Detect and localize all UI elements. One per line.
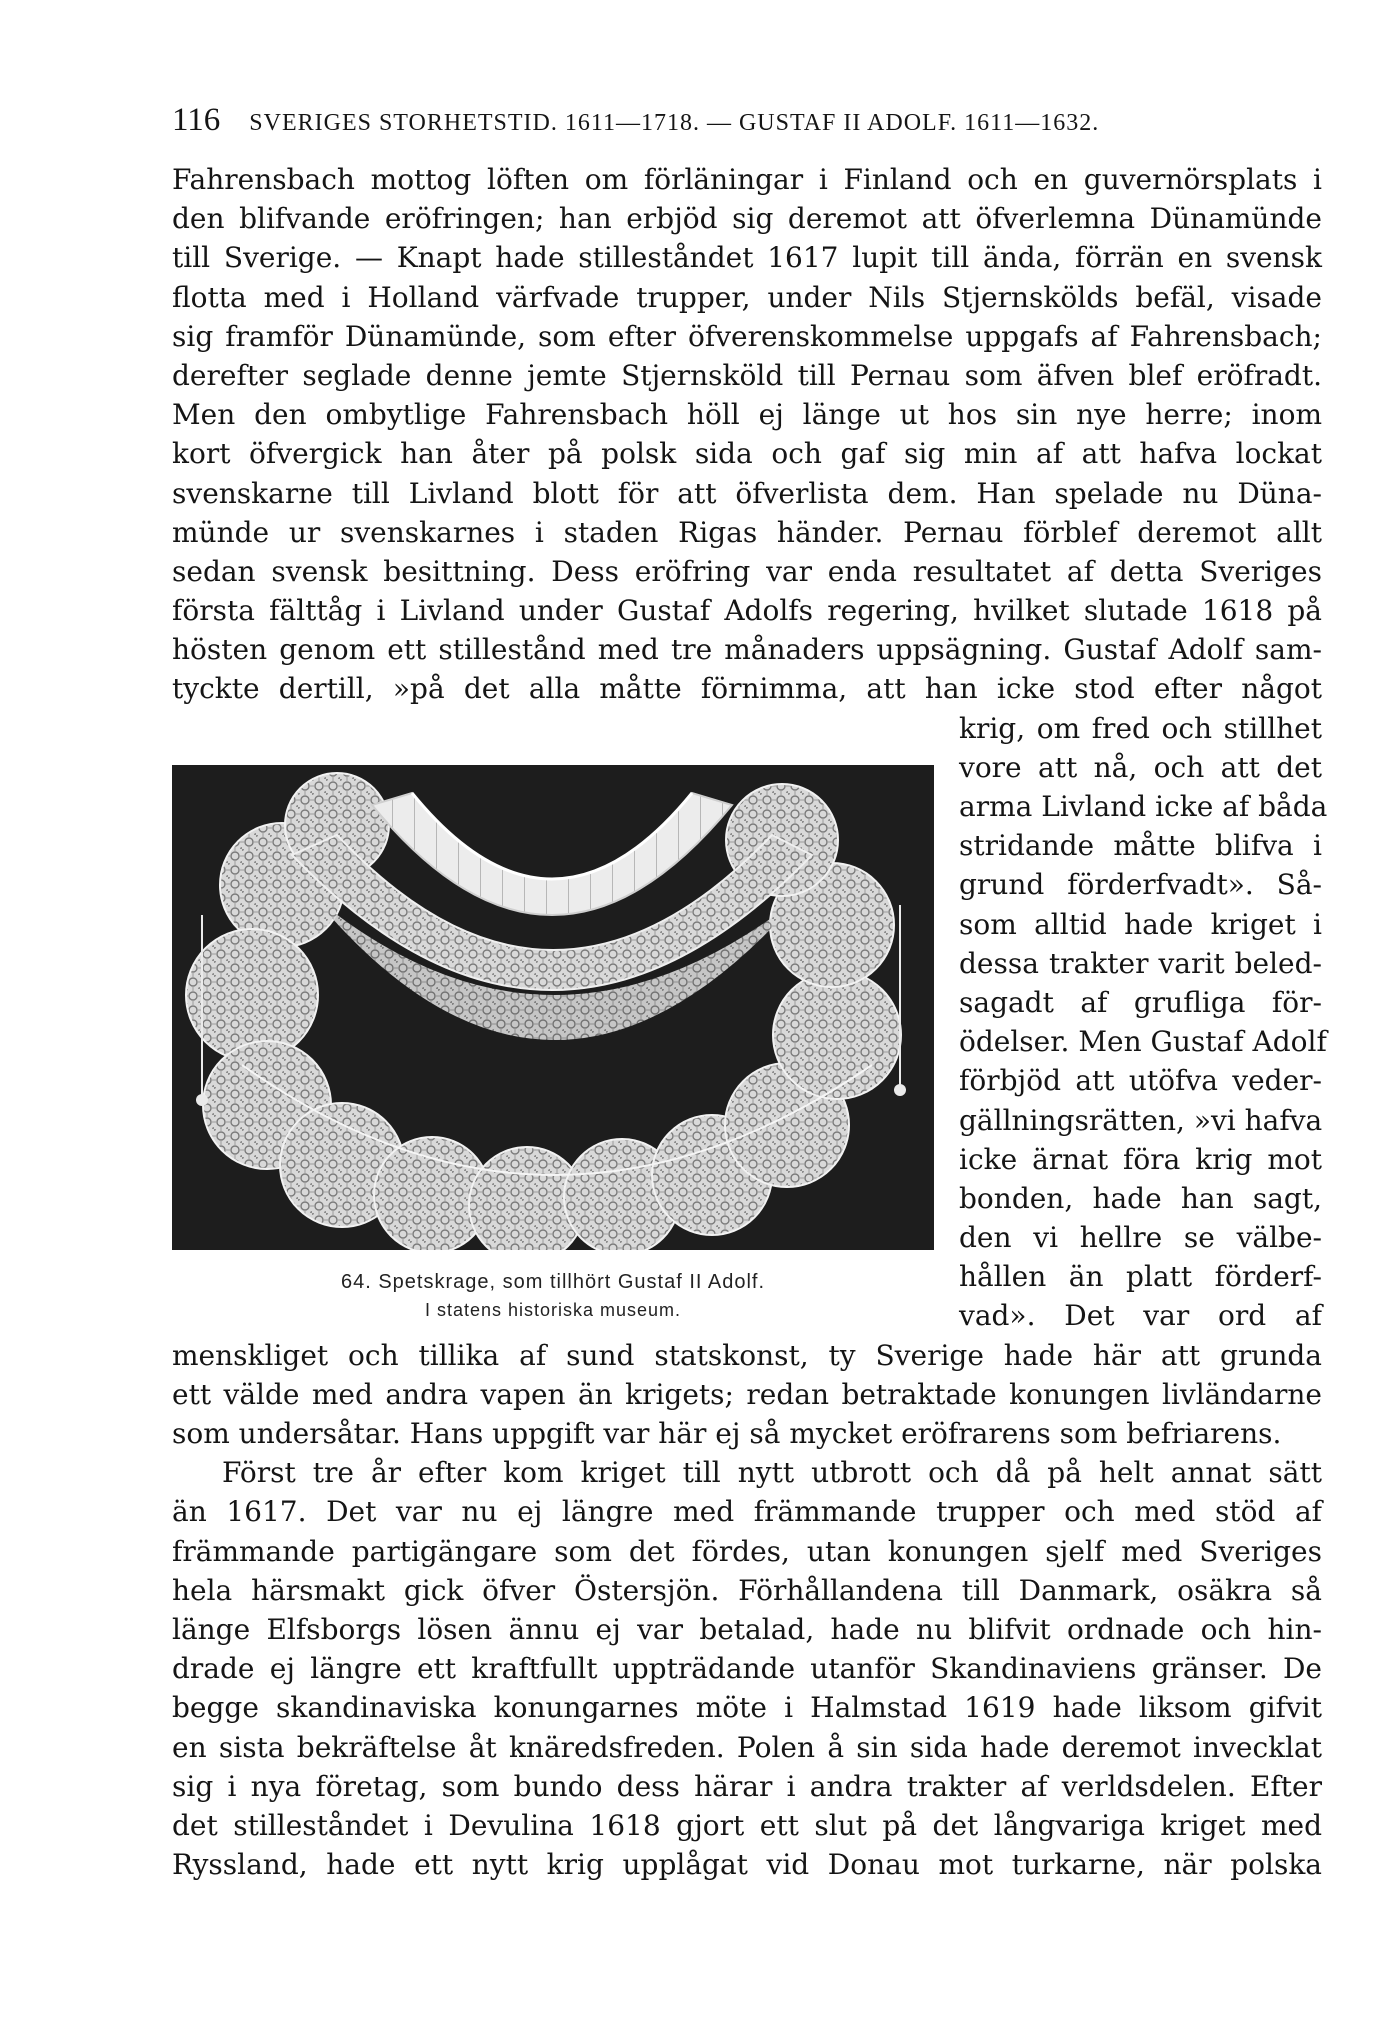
text-line: begge skandinaviska konungarnes möte i Halmstad 1619 hade liksom gifvit (172, 1691, 1322, 1725)
text-line: sig i nya företag, som bundo dess härar i andra trakter af verldsdelen. Efter (172, 1769, 1322, 1803)
figure-caption (172, 1268, 934, 1324)
text-line: Fahrensbach mottog löften om förläningar i Finland och en guvernörsplats i (172, 163, 1322, 196)
text-line: förbjöd att utöfva veder- (959, 1064, 1322, 1098)
text-line: första fälttåg i Livland under Gustaf Adolfs regering, hvilket slutade 1618 på (172, 594, 1322, 628)
text-line: ödelser. Men Gustaf Adolf (959, 1025, 1327, 1059)
text-line: ett välde med andra vapen än krigets; redan betraktade konungen livländarne (172, 1377, 1322, 1411)
page-number: 116 (172, 102, 221, 138)
text-line: Först tre år efter kom kriget till nytt utbrott och då på helt annat sätt (222, 1456, 1322, 1490)
text-line: grund förderfvadt». Så- (959, 868, 1322, 902)
text-line: Ryssland, hade ett nytt krig upplågat vid Donau mot turkarne, när polska (172, 1848, 1322, 1882)
text-line: gällningsrätten, »vi hafva (959, 1103, 1323, 1137)
text-line: som alltid hade kriget i (959, 907, 1322, 941)
text-line: hela härsmakt gick öfver Östersjön. Förhållandena till Danmark, osäkra så (172, 1573, 1322, 1607)
text-line: svenskarne till Livland blott för att öfverlista dem. Han spelade nu Düna- (172, 476, 1322, 510)
text-line: en sista bekräftelse åt knäredsfreden. Polen å sin sida hade deremot invecklat (172, 1730, 1322, 1764)
text-line: den blifvande eröfringen; han erbjöd sig deremot att öfverlemna Dünamünde (172, 202, 1322, 236)
text-line: än 1617. Det var nu ej längre med främmande trupper och med stöd af (172, 1495, 1322, 1529)
text-line: sedan svensk besittning. Dess eröfring var enda resultatet af detta Sveriges (172, 554, 1322, 588)
text-line: drade ej längre ett kraftfullt uppträdande utanför Skandinaviens gränser. De (172, 1652, 1322, 1686)
text-line: vore att nå, och att det (959, 750, 1322, 784)
text-line: arma Livland icke af båda (959, 790, 1328, 823)
text-line: tyckte dertill, »på det alla måtte förnimma, att han icke stod efter något (172, 672, 1322, 706)
text-line: münde ur svenskarnes i staden Rigas händer. Pernau förblef deremot allt (172, 515, 1322, 549)
text-line: sig framför Dünamünde, som efter öfverenskommelse uppgafs af Fahrensbach; (172, 319, 1322, 353)
caption-source: I statens historiska museum. (424, 1300, 682, 1320)
text-line: till Sverige. — Knapt hade stilleståndet 1617 lupit till ända, förrän en svensk (172, 241, 1322, 275)
text-line: derefter seglade denne jemte Stjernsköld till Pernau som äfven blef eröfradt. (172, 358, 1322, 392)
text-line: icke ärnat föra krig mot (959, 1142, 1322, 1176)
text-line: kort öfvergick han åter på polsk sida och gaf sig min af att hafva lockat (172, 437, 1322, 471)
text-line: som undersåtar. Hans uppgift var här ej så mycket eröfrarens som befriarens. (172, 1417, 1282, 1450)
caption-title: 64. Spetskrage, som tillhört Gustaf II Adolf. (340, 1271, 766, 1293)
text-line: bonden, hade han sagt, (959, 1181, 1322, 1215)
text-line: stridande måtte blifva i (959, 829, 1322, 863)
text-line: den vi hellre se välbe- (959, 1221, 1322, 1255)
text-line: menskliget och tillika af sund statskonst, ty Sverige hade här att grunda (172, 1338, 1322, 1372)
text-line: Men den ombytlige Fahrensbach höll ej länge ut hos sin nye herre; inom (172, 398, 1322, 432)
lace-collar-illustration (172, 765, 934, 1250)
text-line: länge Elfsborgs lösen ännu ej var betalad, hade nu blifvit ordnade och hin- (172, 1612, 1322, 1646)
text-line: vad». Det var ord af (959, 1299, 1322, 1333)
text-line: hösten genom ett stillestånd med tre månaders uppsägning. Gustaf Adolf sam- (172, 633, 1322, 667)
running-header (172, 102, 1322, 139)
running-title: SVERIGES STORHETSTID. 1611—1718. — GUSTAF II ADOLF. 1611—1632. (249, 110, 1100, 136)
text-line: hållen än platt förderf- (959, 1260, 1322, 1294)
text-line: sagadt af gruﬂiga för- (959, 985, 1322, 1019)
text-line: dessa trakter varit beled- (959, 946, 1322, 980)
text-line: främmande partigängare som det fördes, utan konungen sjelf med Sveriges (172, 1534, 1322, 1568)
lace-collar-image (172, 765, 934, 1250)
text-line: krig, om fred och stillhet (959, 711, 1322, 745)
text-line: det stilleståndet i Devulina 1618 gjort ett slut på det långvariga kriget med (172, 1808, 1322, 1842)
text-line: flotta med i Holland värfvade trupper, under Nils Stjernskölds befäl, visade (172, 280, 1322, 314)
